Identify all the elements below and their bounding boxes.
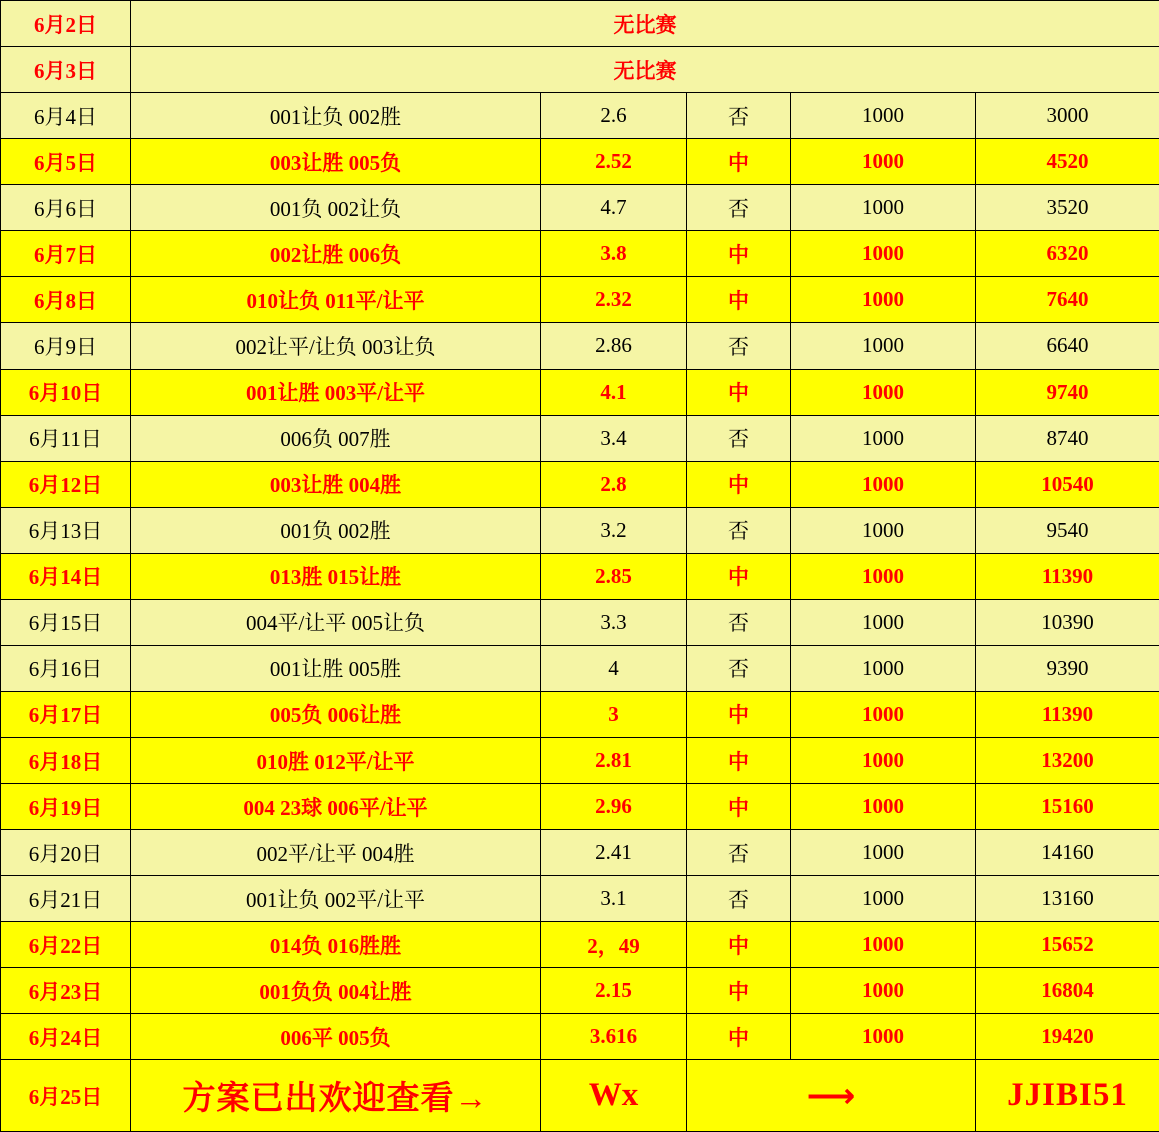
- table-row: [1, 645, 1159, 691]
- cell-hit: 否: [687, 323, 791, 369]
- cell-hit: 否: [687, 645, 791, 691]
- cell-hit: 中: [687, 1014, 791, 1060]
- cell-date: 6月18日: [1, 738, 131, 784]
- cell-odds: 3.3: [541, 599, 687, 645]
- cell-stake: 1000: [791, 507, 976, 553]
- cell-stake: 1000: [791, 968, 976, 1014]
- cell-pick: 001负负 004让胜: [131, 968, 541, 1014]
- cell-date: 6月12日: [1, 461, 131, 507]
- cell-stake: 1000: [791, 599, 976, 645]
- cell-hit: 否: [687, 507, 791, 553]
- cell-hit: 中: [687, 738, 791, 784]
- cell-date: 6月16日: [1, 645, 131, 691]
- cell-hit: 中: [687, 553, 791, 599]
- cell-stake: 1000: [791, 691, 976, 737]
- cell-date: 6月23日: [1, 968, 131, 1014]
- cell-hit: 中: [687, 369, 791, 415]
- cell-date: 6月11日: [1, 415, 131, 461]
- cell-hit: 中: [687, 461, 791, 507]
- cell-profit: 15652: [976, 922, 1159, 968]
- cell-date: 6月20日: [1, 830, 131, 876]
- cell-date: 6月24日: [1, 1014, 131, 1060]
- cell-hit: 中: [687, 691, 791, 737]
- cell-profit: 13200: [976, 738, 1159, 784]
- table-row: [1, 369, 1159, 415]
- cell-date: 6月17日: [1, 691, 131, 737]
- cell-odds: 4: [541, 645, 687, 691]
- cell-pick: 010胜 012平/让平: [131, 738, 541, 784]
- cell-stake: 1000: [791, 645, 976, 691]
- cell-odds: 2.86: [541, 323, 687, 369]
- table-row: [1, 738, 1159, 784]
- cell-odds: 4.1: [541, 369, 687, 415]
- cell-pick: 004平/让平 005让负: [131, 599, 541, 645]
- cell-pick: 002平/让平 004胜: [131, 830, 541, 876]
- cell-profit: 11390: [976, 691, 1159, 737]
- cell-hit: 否: [687, 93, 791, 139]
- cell-pick: 001让胜 005胜: [131, 645, 541, 691]
- table-row: [1, 231, 1159, 277]
- cell-profit: 6320: [976, 231, 1159, 277]
- table-row: [1, 277, 1159, 323]
- cell-no-match: 无比赛: [131, 1, 1159, 47]
- cell-profit: 16804: [976, 968, 1159, 1014]
- cell-profit: 15160: [976, 784, 1159, 830]
- cell-odds: 3.1: [541, 876, 687, 922]
- cell-profit: 10540: [976, 461, 1159, 507]
- table-row: [1, 876, 1159, 922]
- cell-stake: 1000: [791, 553, 976, 599]
- cell-stake: 1000: [791, 231, 976, 277]
- cell-date: 6月7日: [1, 231, 131, 277]
- table-row: [1, 323, 1159, 369]
- cell-stake: 1000: [791, 830, 976, 876]
- wechat-id: JJIBI51: [976, 1060, 1159, 1132]
- cell-profit: 11390: [976, 553, 1159, 599]
- arrow-glyph: ⟶: [806, 1075, 856, 1116]
- table-row: [1, 784, 1159, 830]
- cell-stake: 1000: [791, 277, 976, 323]
- cell-odds: 2.8: [541, 461, 687, 507]
- cell-pick: 001让负 002胜: [131, 93, 541, 139]
- cell-stake: 1000: [791, 461, 976, 507]
- table-row: [1, 139, 1159, 185]
- cell-profit: 14160: [976, 830, 1159, 876]
- cell-pick: 002让胜 006负: [131, 231, 541, 277]
- right-arrow-icon: [687, 1060, 976, 1132]
- cell-pick: 010让负 011平/让平: [131, 277, 541, 323]
- cell-pick: 003让胜 005负: [131, 139, 541, 185]
- cell-hit: 中: [687, 231, 791, 277]
- table-row: [1, 599, 1159, 645]
- cell-no-match: 无比赛: [131, 47, 1159, 93]
- cell-date: 6月5日: [1, 139, 131, 185]
- cell-odds: 3.4: [541, 415, 687, 461]
- cell-stake: 1000: [791, 1014, 976, 1060]
- cell-profit: 7640: [976, 277, 1159, 323]
- table-row: [1, 968, 1159, 1014]
- cell-profit: 13160: [976, 876, 1159, 922]
- cell-profit: 19420: [976, 1014, 1159, 1060]
- cell-profit: 4520: [976, 139, 1159, 185]
- cell-hit: 中: [687, 922, 791, 968]
- cell-profit: 9390: [976, 645, 1159, 691]
- cell-stake: 1000: [791, 323, 976, 369]
- cell-stake: 1000: [791, 876, 976, 922]
- cell-pick: 001让负 002平/让平: [131, 876, 541, 922]
- promo-row: [1, 1060, 1159, 1132]
- cell-date: 6月21日: [1, 876, 131, 922]
- cell-pick: 006负 007胜: [131, 415, 541, 461]
- cell-date: 6月6日: [1, 185, 131, 231]
- cell-odds: 2.85: [541, 553, 687, 599]
- cell-odds: 4.7: [541, 185, 687, 231]
- cell-odds: 3.2: [541, 507, 687, 553]
- cell-date: 6月8日: [1, 277, 131, 323]
- cell-profit: 9540: [976, 507, 1159, 553]
- cell-date: 6月2日: [1, 1, 131, 47]
- cell-stake: 1000: [791, 922, 976, 968]
- cell-hit: 中: [687, 277, 791, 323]
- cell-date: 6月15日: [1, 599, 131, 645]
- cell-hit: 否: [687, 830, 791, 876]
- cell-profit: 6640: [976, 323, 1159, 369]
- cell-hit: 中: [687, 968, 791, 1014]
- cell-stake: 1000: [791, 415, 976, 461]
- cell-odds: 3: [541, 691, 687, 737]
- cell-odds: 3.616: [541, 1014, 687, 1060]
- cell-odds: 2.52: [541, 139, 687, 185]
- cell-odds: 3.8: [541, 231, 687, 277]
- cell-stake: 1000: [791, 185, 976, 231]
- table-row: [1, 830, 1159, 876]
- cell-odds: 2.96: [541, 784, 687, 830]
- cell-hit: 否: [687, 876, 791, 922]
- table-row: [1, 553, 1159, 599]
- cell-odds: 2.81: [541, 738, 687, 784]
- table-row: [1, 47, 1159, 93]
- table-row: [1, 185, 1159, 231]
- cell-stake: 1000: [791, 93, 976, 139]
- table-row: [1, 461, 1159, 507]
- cell-profit: 3000: [976, 93, 1159, 139]
- cell-date: 6月13日: [1, 507, 131, 553]
- cell-odds: 2.6: [541, 93, 687, 139]
- cell-pick: 001负 002让负: [131, 185, 541, 231]
- cell-pick: 004 23球 006平/让平: [131, 784, 541, 830]
- cell-date: 6月3日: [1, 47, 131, 93]
- cell-hit: 否: [687, 599, 791, 645]
- cell-hit: 中: [687, 139, 791, 185]
- cell-hit: 否: [687, 415, 791, 461]
- cell-date: 6月4日: [1, 93, 131, 139]
- cell-stake: 1000: [791, 738, 976, 784]
- cell-profit: 10390: [976, 599, 1159, 645]
- cell-date: 6月19日: [1, 784, 131, 830]
- cell-odds: 2.32: [541, 277, 687, 323]
- table-row: [1, 1014, 1159, 1060]
- cell-pick: 006平 005负: [131, 1014, 541, 1060]
- cell-stake: 1000: [791, 139, 976, 185]
- cell-hit: 否: [687, 185, 791, 231]
- cell-profit: 9740: [976, 369, 1159, 415]
- wechat-label: Wx: [541, 1060, 687, 1132]
- cell-profit: 8740: [976, 415, 1159, 461]
- cell-date: 6月14日: [1, 553, 131, 599]
- cell-hit: 中: [687, 784, 791, 830]
- table-row: [1, 1, 1159, 47]
- cell-pick: 003让胜 004胜: [131, 461, 541, 507]
- cell-pick: 001让胜 003平/让平: [131, 369, 541, 415]
- cell-date: 6月9日: [1, 323, 131, 369]
- cell-pick: 014负 016胜胜: [131, 922, 541, 968]
- promo-message: 方案已出欢迎查看→: [131, 1060, 541, 1132]
- cell-pick: 002让平/让负 003让负: [131, 323, 541, 369]
- cell-pick: 001负 002胜: [131, 507, 541, 553]
- cell-profit: 3520: [976, 185, 1159, 231]
- cell-date: 6月22日: [1, 922, 131, 968]
- table-row: [1, 507, 1159, 553]
- table-row: [1, 93, 1159, 139]
- cell-date: 6月10日: [1, 369, 131, 415]
- cell-date: 6月25日: [1, 1060, 131, 1132]
- table-row: [1, 691, 1159, 737]
- cell-pick: 013胜 015让胜: [131, 553, 541, 599]
- table-row: [1, 922, 1159, 968]
- cell-pick: 005负 006让胜: [131, 691, 541, 737]
- cell-stake: 1000: [791, 369, 976, 415]
- cell-odds: 2.41: [541, 830, 687, 876]
- table-row: [1, 415, 1159, 461]
- cell-odds: 2.15: [541, 968, 687, 1014]
- table-body: [1, 1, 1159, 1132]
- cell-odds: 2，49: [541, 922, 687, 968]
- cell-stake: 1000: [791, 784, 976, 830]
